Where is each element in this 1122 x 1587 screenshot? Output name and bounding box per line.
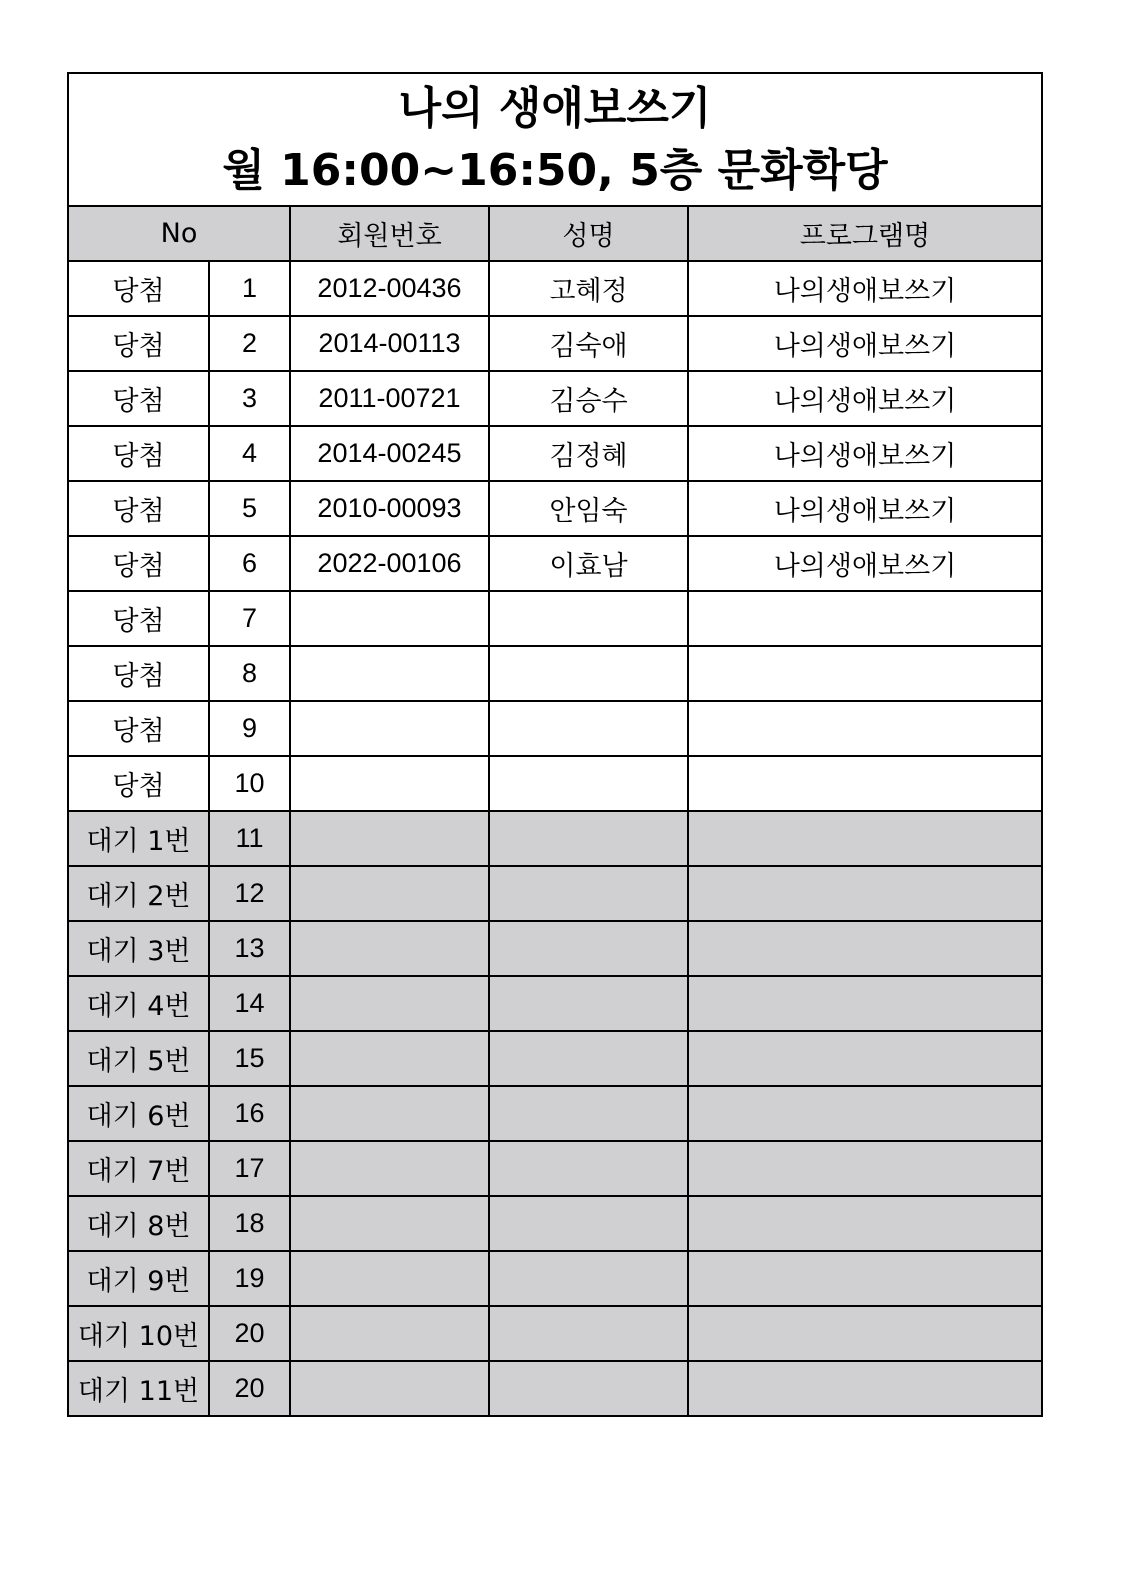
name-cell: [489, 1361, 688, 1416]
program-cell: 나의생애보쓰기: [688, 426, 1042, 481]
name-cell: [489, 1196, 688, 1251]
status-cell: 당첨: [68, 756, 209, 811]
table-row: [68, 591, 1042, 646]
program-cell: 나의생애보쓰기: [688, 371, 1042, 426]
member-id-cell: [290, 1196, 489, 1251]
program-cell: [688, 1086, 1042, 1141]
table-row: [68, 371, 1042, 426]
program-cell: [688, 646, 1042, 701]
program-cell: 나의생애보쓰기: [688, 316, 1042, 371]
name-cell: 김승수: [489, 371, 688, 426]
status-cell: 당첨: [68, 261, 209, 316]
header-no: No: [68, 206, 290, 261]
number-cell: 8: [209, 646, 290, 701]
number-cell: 13: [209, 921, 290, 976]
name-cell: [489, 811, 688, 866]
member-id-cell: 2014-00113: [290, 316, 489, 371]
member-id-cell: [290, 811, 489, 866]
number-cell: 18: [209, 1196, 290, 1251]
number-cell: 9: [209, 701, 290, 756]
number-cell: 15: [209, 1031, 290, 1086]
column-header-row: [68, 206, 1042, 261]
number-cell: 7: [209, 591, 290, 646]
name-cell: [489, 1031, 688, 1086]
program-cell: 나의생애보쓰기: [688, 261, 1042, 316]
name-cell: [489, 591, 688, 646]
member-id-cell: [290, 866, 489, 921]
program-schedule: 월 16:00~16:50, 5층 문화학당: [222, 144, 888, 196]
table-row: [68, 481, 1042, 536]
status-cell: 대기 5번: [68, 1031, 209, 1086]
member-id-cell: [290, 1031, 489, 1086]
program-cell: [688, 1196, 1042, 1251]
table-row: [68, 756, 1042, 811]
name-cell: [489, 976, 688, 1031]
name-cell: [489, 866, 688, 921]
table-row: [68, 1031, 1042, 1086]
status-cell: 대기 10번: [68, 1306, 209, 1361]
header-name: 성명: [489, 206, 688, 261]
table-row: [68, 866, 1042, 921]
number-cell: 11: [209, 811, 290, 866]
table-row: [68, 1361, 1042, 1416]
member-id-cell: [290, 1306, 489, 1361]
member-id-cell: 2010-00093: [290, 481, 489, 536]
program-cell: 나의생애보쓰기: [688, 481, 1042, 536]
member-id-cell: [290, 1141, 489, 1196]
header-program: 프로그램명: [688, 206, 1042, 261]
name-cell: [489, 756, 688, 811]
status-cell: 대기 8번: [68, 1196, 209, 1251]
header-member-id: 회원번호: [290, 206, 489, 261]
name-cell: [489, 1251, 688, 1306]
table-row: [68, 1141, 1042, 1196]
number-cell: 17: [209, 1141, 290, 1196]
status-cell: 당첨: [68, 426, 209, 481]
program-cell: [688, 701, 1042, 756]
number-cell: 5: [209, 481, 290, 536]
status-cell: 대기 2번: [68, 866, 209, 921]
status-cell: 당첨: [68, 646, 209, 701]
member-id-cell: [290, 976, 489, 1031]
table-row: [68, 1086, 1042, 1141]
member-id-cell: [290, 1361, 489, 1416]
name-cell: [489, 1306, 688, 1361]
program-cell: [688, 1306, 1042, 1361]
status-cell: 대기 7번: [68, 1141, 209, 1196]
member-id-cell: [290, 921, 489, 976]
number-cell: 2: [209, 316, 290, 371]
table-row: [68, 316, 1042, 371]
program-cell: [688, 1031, 1042, 1086]
table-row: [68, 646, 1042, 701]
name-cell: [489, 921, 688, 976]
status-cell: 대기 3번: [68, 921, 209, 976]
status-cell: 대기 9번: [68, 1251, 209, 1306]
name-cell: [489, 701, 688, 756]
name-cell: 고혜정: [489, 261, 688, 316]
table-row: [68, 261, 1042, 316]
member-id-cell: [290, 1086, 489, 1141]
table-row: [68, 1196, 1042, 1251]
number-cell: 12: [209, 866, 290, 921]
title-row: [68, 73, 1042, 206]
member-id-cell: [290, 756, 489, 811]
status-cell: 당첨: [68, 701, 209, 756]
number-cell: 19: [209, 1251, 290, 1306]
program-cell: [688, 1361, 1042, 1416]
number-cell: 3: [209, 371, 290, 426]
name-cell: 김숙애: [489, 316, 688, 371]
number-cell: 10: [209, 756, 290, 811]
member-id-cell: 2012-00436: [290, 261, 489, 316]
table-row: [68, 811, 1042, 866]
name-cell: 안임숙: [489, 481, 688, 536]
number-cell: 20: [209, 1361, 290, 1416]
status-cell: 대기 11번: [68, 1361, 209, 1416]
status-cell: 당첨: [68, 536, 209, 591]
member-id-cell: 2022-00106: [290, 536, 489, 591]
name-cell: [489, 1086, 688, 1141]
name-cell: [489, 646, 688, 701]
status-cell: 당첨: [68, 481, 209, 536]
status-cell: 당첨: [68, 591, 209, 646]
member-id-cell: [290, 701, 489, 756]
table-body: [68, 261, 1042, 1416]
table-row: [68, 976, 1042, 1031]
program-cell: [688, 976, 1042, 1031]
program-cell: [688, 921, 1042, 976]
number-cell: 14: [209, 976, 290, 1031]
table-row: [68, 536, 1042, 591]
program-cell: [688, 811, 1042, 866]
number-cell: 16: [209, 1086, 290, 1141]
member-id-cell: 2014-00245: [290, 426, 489, 481]
member-id-cell: 2011-00721: [290, 371, 489, 426]
name-cell: [489, 1141, 688, 1196]
name-cell: 김정혜: [489, 426, 688, 481]
member-id-cell: [290, 1251, 489, 1306]
status-cell: 대기 4번: [68, 976, 209, 1031]
program-cell: [688, 866, 1042, 921]
program-cell: [688, 591, 1042, 646]
title-cell: [68, 73, 1042, 206]
program-cell: [688, 756, 1042, 811]
number-cell: 20: [209, 1306, 290, 1361]
status-cell: 대기 6번: [68, 1086, 209, 1141]
program-cell: [688, 1251, 1042, 1306]
table-row: [68, 701, 1042, 756]
table-row: [68, 1251, 1042, 1306]
program-title: 나의 생애보쓰기: [398, 82, 712, 134]
member-id-cell: [290, 646, 489, 701]
table-row: [68, 426, 1042, 481]
member-id-cell: [290, 591, 489, 646]
number-cell: 1: [209, 261, 290, 316]
lottery-result-table: [67, 72, 1043, 1417]
status-cell: 당첨: [68, 371, 209, 426]
table-row: [68, 921, 1042, 976]
number-cell: 6: [209, 536, 290, 591]
status-cell: 당첨: [68, 316, 209, 371]
status-cell: 대기 1번: [68, 811, 209, 866]
number-cell: 4: [209, 426, 290, 481]
program-cell: 나의생애보쓰기: [688, 536, 1042, 591]
name-cell: 이효남: [489, 536, 688, 591]
lottery-result-sheet: [67, 72, 1041, 1417]
table-row: [68, 1306, 1042, 1361]
program-cell: [688, 1141, 1042, 1196]
